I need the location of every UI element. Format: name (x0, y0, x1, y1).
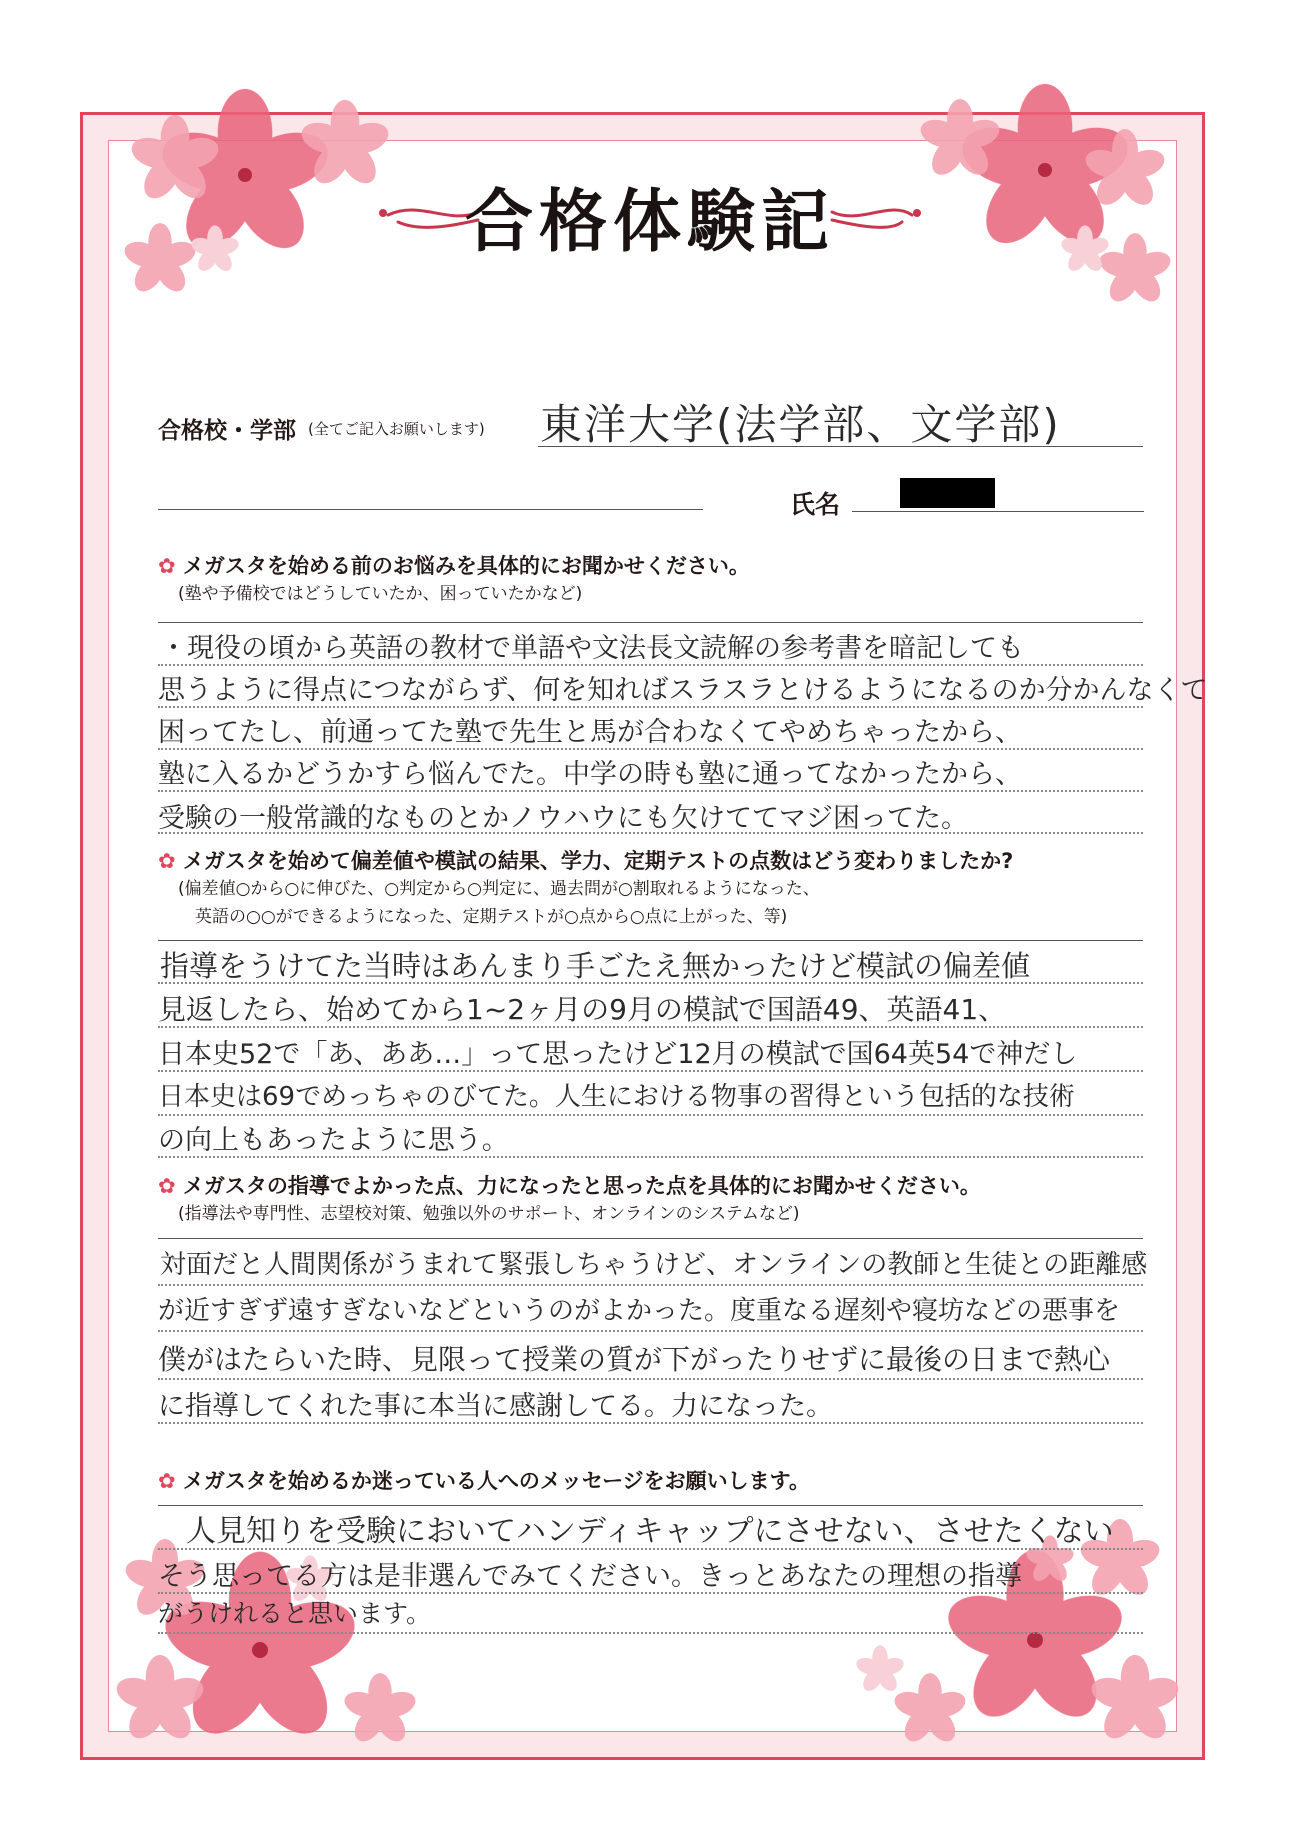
answer-1-rule (158, 832, 1143, 834)
blossom-bullet-icon: ✿ (158, 1174, 176, 1198)
answer-3-line: に指導してくれた事に本当に感謝してる。力になった。 (158, 1391, 833, 1422)
answer-1-rule (158, 706, 1143, 708)
blossom-bullet-icon: ✿ (158, 849, 176, 873)
answer-4-line: がうけれると思います。 (158, 1599, 432, 1628)
question-3: ✿ メガスタの指導でよかった点、力になったと思った点を具体的にお聞かせください。 (158, 1174, 981, 1198)
answer-1-top-line (158, 622, 1143, 623)
blossom-bullet-icon: ✿ (158, 554, 176, 578)
answer-2-top-line (158, 940, 1143, 941)
question-2-note: (偏差値○から○に伸びた、○判定から○判定に、過去問が○割取れるようになった、 (178, 879, 820, 899)
answer-2-line: 指導をうけてた当時はあんまり手ごたえ無かったけど模試の偏差値 (160, 949, 1031, 983)
answer-2-rule (158, 1026, 1143, 1028)
answer-3-rule (158, 1422, 1143, 1424)
school-label-note: (全てご記入お願いします) (308, 420, 485, 438)
name-label: 氏名 (790, 490, 841, 519)
answer-1-rule (158, 748, 1143, 750)
question-4: ✿ メガスタを始めるか迷っている人へのメッセージをお願いします。 (158, 1469, 810, 1493)
name-underline (852, 511, 1144, 512)
answer-1-rule (158, 664, 1143, 666)
answer-3-line: が近すぎず遠すぎないなどというのがよかった。度重なる遅刻や寝坊などの悪事を (158, 1296, 1121, 1326)
answer-4-line: そう思ってる方は是非選んでみてください。きっとあなたの理想の指導 (158, 1561, 1022, 1592)
answer-4-line: 人見知りを受験においてハンディキャップにさせない、させたくない (186, 1514, 1114, 1549)
answer-1-line: 塾に入るかどうかすら悩んでた。中学の時も塾に通ってなかったから、 (158, 759, 1022, 790)
answer-3-rule (158, 1330, 1143, 1332)
answer-2-line: 日本史は69でめっちゃのびてた。人生における物事の習得という包括的な技術 (158, 1082, 1075, 1112)
answer-3-line: 対面だと人間関係がうまれて緊張しちゃうけど、オンラインの教師と生徒との距離感 (160, 1250, 1148, 1280)
school-underline (538, 446, 1143, 447)
question-3-note: (指導法や専門性、志望校対策、勉強以外のサポート、オンラインのシステムなど) (178, 1204, 800, 1224)
answer-2-line: 日本史52で「あ、ああ…」って思ったけど12月の模試で国64英54で神だし (158, 1039, 1078, 1070)
answer-4-rule (158, 1632, 1143, 1634)
answer-1-line: 思うように得点につながらず、何を知ればスラスラとけるようになるのか分かんなくて (158, 675, 1208, 706)
answer-1-rule (158, 790, 1143, 792)
answer-2-line: 見返したら、始めてから1~2ヶ月の9月の模試で国語49、英語41、 (158, 993, 1007, 1026)
answer-4-rule (158, 1548, 1143, 1550)
answer-1-line: 受験の一般常識的なものとかノウハウにも欠けててマジ困ってた。 (158, 803, 968, 834)
question-2: ✿ メガスタを始めて偏差値や模試の結果、学力、定期テストの点数はどう変わりましたか? (158, 849, 1014, 873)
name-redaction (900, 478, 995, 508)
answer-3-top-line (158, 1238, 1143, 1239)
question-1-note: (塾や予備校ではどうしていたか、困っていたかなど) (178, 584, 583, 604)
question-2-note: 英語の○○ができるようになった、定期テストが○点から○点に上がった、等) (195, 907, 788, 927)
school-value: 東洋大学(法学部、文学部) (540, 400, 1061, 449)
answer-2-rule (158, 1156, 1143, 1158)
question-1: ✿ メガスタを始める前のお悩みを具体的にお聞かせください。 (158, 554, 750, 578)
answer-1-line: 困ってたし、前通ってた塾で先生と馬が合わなくてやめちゃったから、 (158, 717, 1022, 748)
school-underline-2 (158, 509, 703, 510)
answer-2-line: の向上もあったように思う。 (158, 1125, 509, 1156)
answer-2-rule (158, 1114, 1143, 1116)
answer-3-line: 僕がはたらいた時、見限って授業の質が下がったりせずに最後の日まで熱心 (158, 1343, 1111, 1376)
answer-1-line: ・現役の頃から英語の教材で単語や文法長文読解の参考書を暗記しても (160, 633, 1024, 664)
answer-3-rule (158, 1378, 1143, 1380)
blossom-bullet-icon: ✿ (158, 1469, 176, 1493)
page-title: 合格体験記 (464, 182, 835, 262)
school-label: 合格校・学部 (158, 418, 296, 444)
answer-2-rule (158, 1070, 1143, 1072)
answer-3-rule (158, 1284, 1143, 1286)
answer-2-rule (158, 982, 1143, 984)
